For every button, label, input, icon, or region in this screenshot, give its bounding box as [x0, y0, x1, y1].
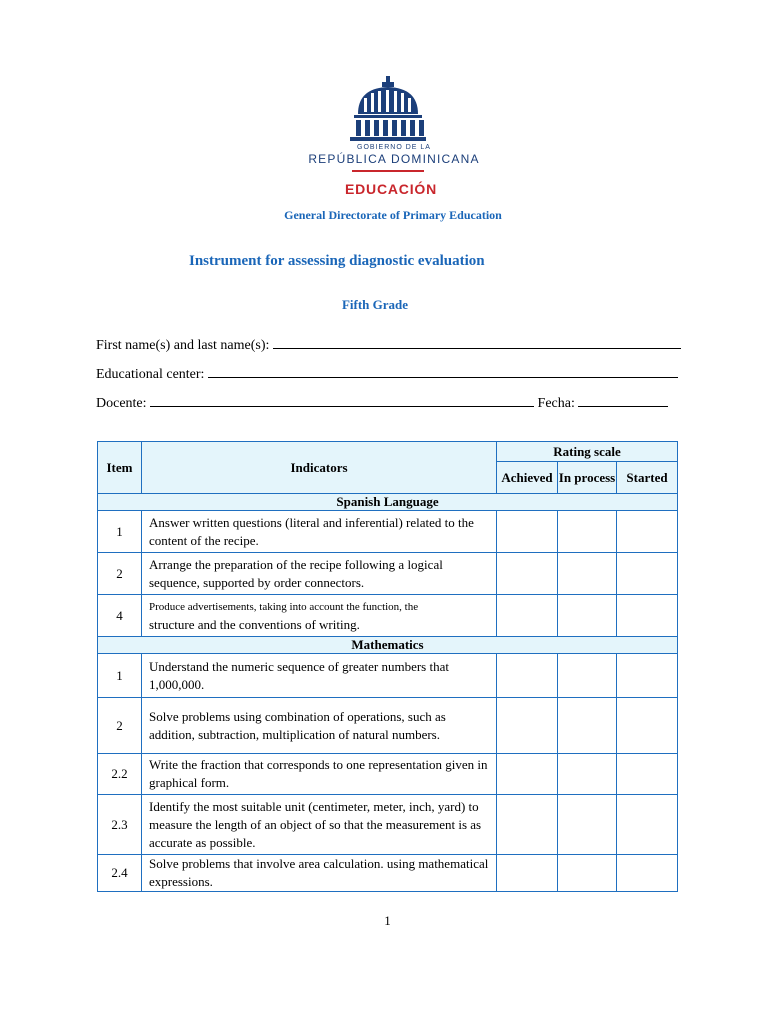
item-number: 1 [98, 511, 142, 553]
directorate-heading: General Directorate of Primary Education [284, 208, 502, 222]
table-row [98, 654, 678, 698]
in-process-cell[interactable] [558, 855, 617, 892]
started-cell[interactable] [617, 553, 678, 595]
started-cell[interactable] [617, 654, 678, 698]
item-number: 2.4 [98, 855, 142, 892]
in-process-cell[interactable] [558, 511, 617, 553]
document-title: Instrument for assessing diagnostic evaluation [189, 253, 485, 269]
table-row [98, 855, 678, 892]
table-row [98, 754, 678, 795]
logo-text-republica: REPÚBLICA DOMINICANA [308, 152, 480, 166]
educational-center-label: Educational center: [96, 367, 205, 382]
achieved-cell[interactable] [497, 855, 558, 892]
indicator-text: Solve problems using combination of operations, such as addition, subtraction, multiplication of natural numbers. [142, 698, 497, 754]
teacher-label: Docente: [96, 396, 147, 411]
achieved-cell[interactable] [497, 595, 558, 637]
teacher-line[interactable] [150, 394, 534, 407]
educational-center-field[interactable] [96, 365, 678, 383]
indicator-text [142, 595, 497, 637]
government-dome-logo [344, 76, 432, 142]
achieved-cell[interactable] [497, 754, 558, 795]
achieved-cell[interactable] [497, 654, 558, 698]
indicator-text: Solve problems that involve area calculation. using mathematical expressions. [142, 855, 497, 892]
indicator-text: Answer written questions (literal and inferential) related to the content of the recipe. [142, 511, 497, 553]
in-process-cell[interactable] [558, 595, 617, 637]
indicator-text: Understand the numeric sequence of greater numbers that 1,000,000. [142, 654, 497, 698]
started-cell[interactable] [617, 795, 678, 855]
table-row [98, 795, 678, 855]
name-field[interactable] [96, 336, 681, 354]
in-process-cell[interactable] [558, 698, 617, 754]
in-process-cell[interactable] [558, 654, 617, 698]
teacher-date-field[interactable] [96, 394, 668, 412]
name-field-line[interactable] [273, 336, 681, 349]
name-field-label: First name(s) and last name(s): [96, 338, 270, 353]
item-number: 2.3 [98, 795, 142, 855]
indicators-column-header: Indicators [142, 442, 497, 494]
rating-table [97, 441, 678, 892]
page-number: 1 [384, 913, 391, 928]
achieved-column-header: Achieved [497, 462, 558, 494]
item-number: 4 [98, 595, 142, 637]
achieved-cell[interactable] [497, 698, 558, 754]
in-process-cell[interactable] [558, 795, 617, 855]
achieved-cell[interactable] [497, 795, 558, 855]
date-line[interactable] [578, 394, 668, 407]
item-number: 2 [98, 553, 142, 595]
indicator-text: Identify the most suitable unit (centimeter, meter, inch, yard) to measure the length of an object of so that the measurement is as accurate as possible. [142, 795, 497, 855]
in-process-column-header: In process [558, 462, 617, 494]
started-cell[interactable] [617, 511, 678, 553]
date-label: Fecha: [537, 396, 575, 411]
table-row [98, 553, 678, 595]
indicator-text: Arrange the preparation of the recipe following a logical sequence, supported by order connectors. [142, 553, 497, 595]
in-process-cell[interactable] [558, 754, 617, 795]
rating-scale-header: Rating scale [497, 442, 678, 462]
started-cell[interactable] [617, 855, 678, 892]
indicator-text: Write the fraction that corresponds to one representation given in graphical form. [142, 754, 497, 795]
indicator-text-small: Produce advertisements, taking into account the function, the [149, 600, 419, 613]
table-row [98, 595, 678, 637]
item-number: 2.2 [98, 754, 142, 795]
started-cell[interactable] [617, 754, 678, 795]
section-mathematics: Mathematics [98, 637, 678, 654]
educational-center-line[interactable] [208, 365, 678, 378]
grade-heading: Fifth Grade [341, 297, 409, 312]
table-row [98, 511, 678, 553]
table-row [98, 698, 678, 754]
started-cell[interactable] [617, 595, 678, 637]
started-cell[interactable] [617, 698, 678, 754]
logo-red-rule [352, 170, 424, 172]
logo-text-educacion: EDUCACIÓN [345, 181, 437, 197]
item-number: 2 [98, 698, 142, 754]
achieved-cell[interactable] [497, 553, 558, 595]
indicator-text-rest: structure and the conventions of writing. [149, 616, 360, 632]
section-spanish-language: Spanish Language [98, 494, 678, 511]
item-number: 1 [98, 654, 142, 698]
achieved-cell[interactable] [497, 511, 558, 553]
item-column-header: Item [98, 442, 142, 494]
started-column-header: Started [617, 462, 678, 494]
logo-text-gobierno: GOBIERNO DE LA [357, 144, 431, 151]
in-process-cell[interactable] [558, 553, 617, 595]
